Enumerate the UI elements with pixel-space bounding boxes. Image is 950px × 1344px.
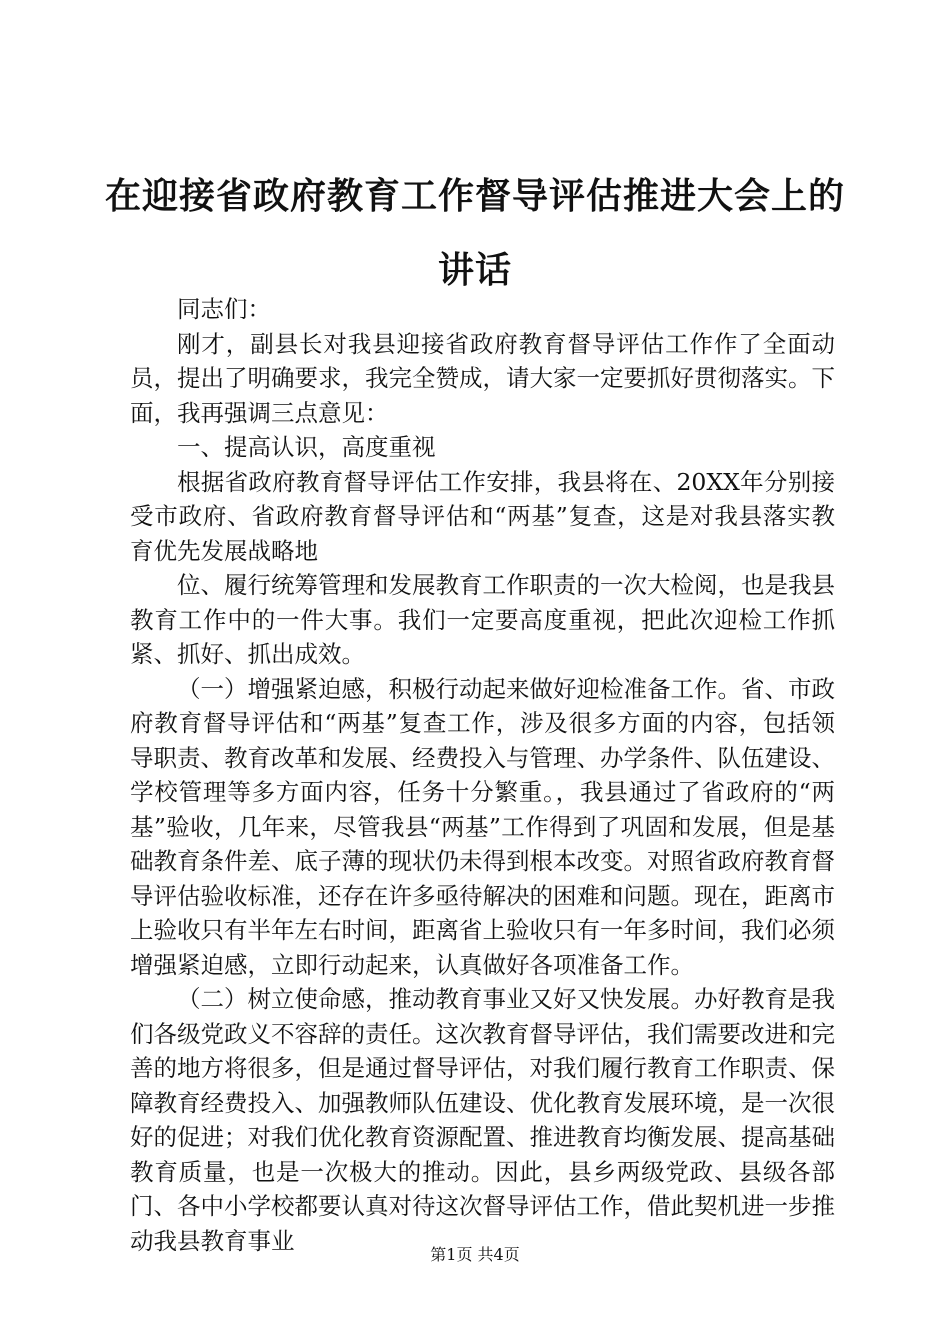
- document-title: 在迎接省政府教育工作督导评估推进大会上的讲话: [104, 176, 845, 291]
- paragraph-intro: 刚才，副县长对我县迎接省政府教育督导评估工作作了全面动员，提出了明确要求，我完全赞成，请大家一定要抓好贯彻落实。下面，我再强调三点意见：: [130, 329, 835, 427]
- paragraph: （一）增强紧迫感，积极行动起来做好迎检准备工作。省、市政府教育督导评估和“两基”复查工作，涉及很多方面的内容，包括领导职责、教育改革和发展、经费投入与管理、办学条件、队伍建设、学校管理等多方面内容，任务十分繁重。，我县通过了省政府的“两基”验收，几年来，尽管我县“两基”工作得到了巩固和发展，但是基础教育条件差、底子薄的现状仍未得到根本改变。对照省政府教育督导评估验收标准，还存在许多亟待解决的困难和问题。现在，距离市上验收只有半年左右时间，距离省上验收只有一年多时间，我们必须增强紧迫感，立即行动起来，认真做好各项准备工作。: [130, 674, 835, 979]
- section-heading-1: 一、提高认识，高度重视: [177, 433, 436, 461]
- page-number-footer: 第1页 共4页: [430, 1245, 520, 1264]
- paragraph: 根据省政府教育督导评估工作安排，我县将在、20XX年分别接受市政府、省政府教育督导评估和“两基”复查，这是对我县落实教育优先发展战略地: [130, 467, 835, 565]
- paragraph-salutation: 同志们：: [177, 295, 271, 323]
- document-body: [130, 292, 835, 1258]
- paragraph: （二）树立使命感，推动教育事业又好又快发展。办好教育是我们各级党政义不容辞的责任。这次教育督导评估，我们需要改进和完善的地方将很多，但是通过督导评估，对我们履行教育工作职责、保障教育经费投入、加强教师队伍建设、优化教育发展环境，是一次很好的促进；对我们优化教育资源配置、推进教育均衡发展、提高基础教育质量，也是一次极大的推动。因此，县乡两级党政、县级各部门、各中小学校都要认真对待这次督导评估工作，借此契机进一步推动我县教育事业: [130, 985, 835, 1255]
- paragraph: 位、履行统筹管理和发展教育工作职责的一次大检阅，也是我县教育工作中的一件大事。我们一定要高度重视，把此次迎检工作抓紧、抓好、抓出成效。: [130, 571, 835, 668]
